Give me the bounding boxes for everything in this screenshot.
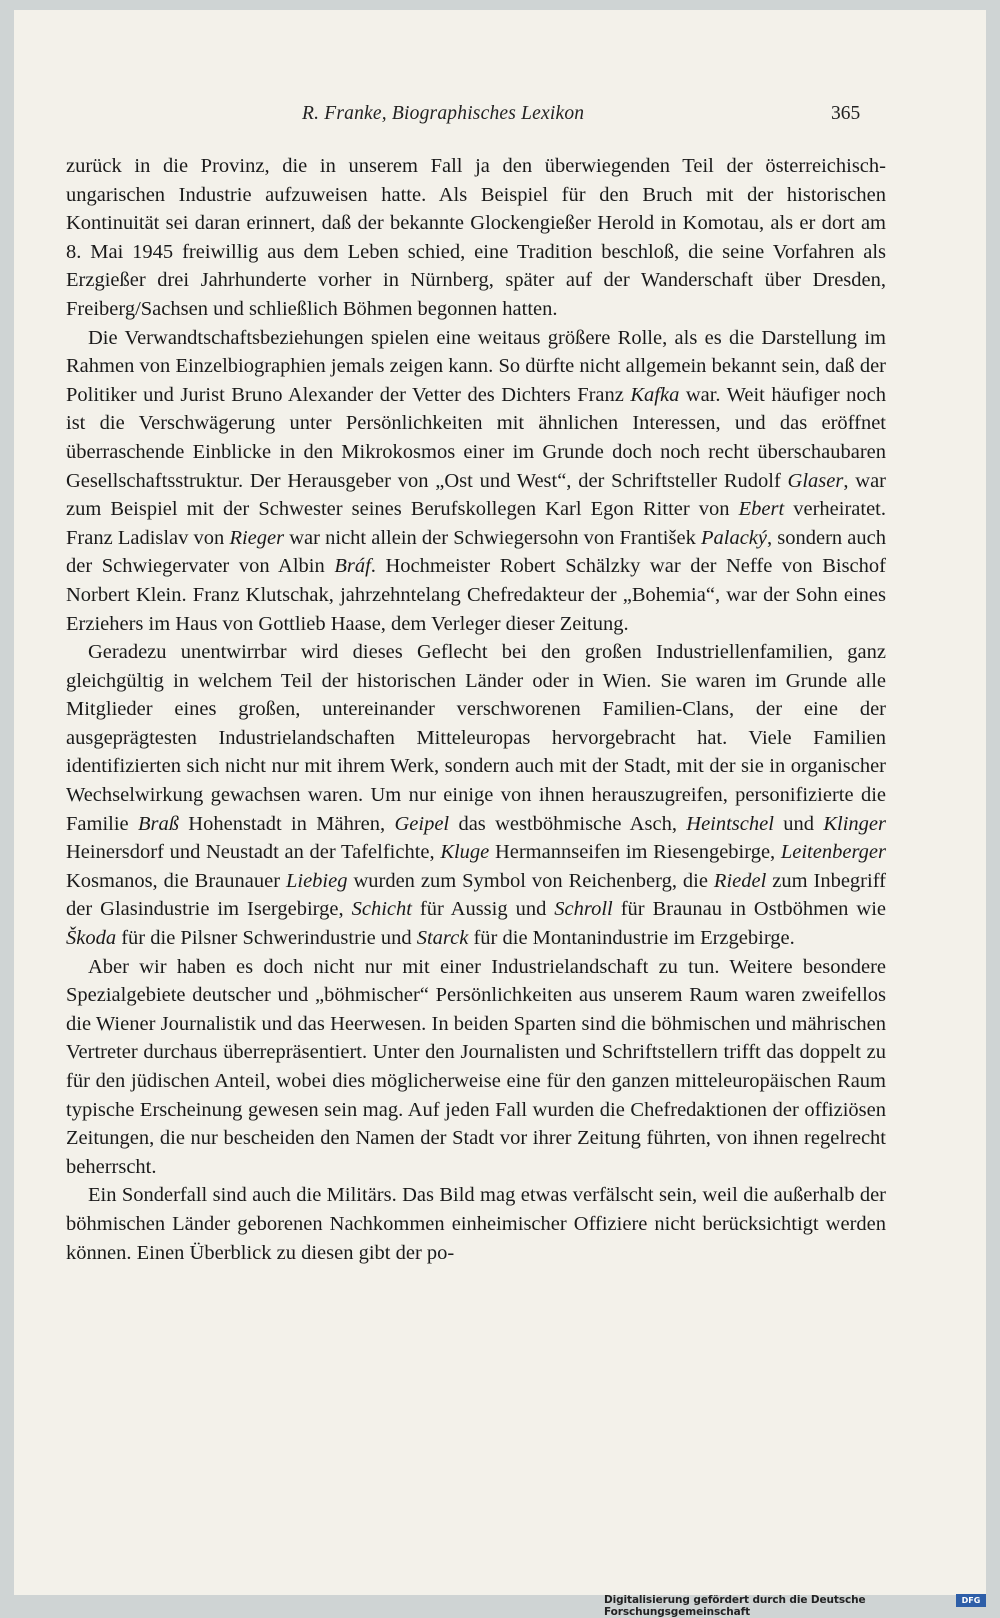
text-run: Ein Sonderfall sind auch die Militärs. Das Bild mag etwas verfälscht sein, weil die außerhalb der böhmischen Länder geborenen Nachkommen einheimischer Offiziere nicht berücksichtigt werden können. Einen Überblick zu diesen gibt der po- [66,1184,886,1264]
paragraph [66,1181,886,1267]
italic-name: Heintschel [686,812,774,835]
text-run: Die Verwandtschaftsbeziehungen spielen eine weitaus größere Rolle, als es die Darstellung im Rahmen von Einzelbiographien jemals zeigen kann. So dürfte nicht allgemein bekannt sein, daß der Politiker und Jurist Bruno Alexander der Vetter des Dichters Franz [66,326,886,406]
text-run: . Hochmeister Robert Schälzky war der Neffe von Bischof Norbert Klein. Franz Klutschak, jahrzehntelang Chefredakteur der „Bohemia“, war der Sohn eines Erziehers im Haus von Gottlieb Haase, dem Verleger dieser Zeitung. [66,555,886,635]
italic-name: Riedel [713,869,767,892]
italic-name: Kluge [440,841,490,864]
text-run: wurden zum Symbol von Reichenberg, die [347,869,714,892]
text-run: für Aussig und [411,898,555,921]
italic-name: Kafka [630,383,680,406]
text-run: Geradezu unentwirrbar wird dieses Geflecht bei den großen Industriellenfamilien, ganz gleichgültig in welchem Teil der historischen Länder oder in Wien. Sie waren im Grunde alle Mitglieder eines großen, untereinander verschworenen Familien-Clans, der eine der ausgeprägtesten Industrielandschaften Mitteleuropas hervorgebracht hat. Viele Familien identifizierten sich nicht nur mit ihrem Werk, sondern auch mit der Stadt, mit der sie in organischer Wechselwirkung gewachsen waren. Um nur einige von ihnen herauszugreifen, personifizierte die Familie [66,641,886,835]
page-header [14,103,986,143]
text-run: Kosmanos, die Braunauer [66,869,286,892]
italic-name: Braß [137,812,179,835]
italic-name: Starck [416,927,469,950]
text-run: für die Pilsner Schwerindustrie und [116,927,417,950]
text-run: für Braunau in Ostböhmen wie [612,898,886,921]
text-run: war. Weit häufiger noch ist die Verschwägerung unter Persönlichkeiten mit ähnlichen Interessen, und das eröffnet überraschende Einblicke in den Mikrokosmos einer im Grunde doch noch recht überschaubaren Gesellschaftsstruktur. Der Herausgeber von „Ost und West“, der Schriftsteller Rudolf [66,383,886,492]
italic-name: Klinger [823,812,886,835]
italic-name: Geipel [394,812,450,835]
digitization-credit: Digitalisierung gefördert durch die Deutsche Forschungsgemeinschaft [604,1594,866,1618]
body-text [66,152,886,1267]
paragraph [66,152,886,324]
text-run: für die Montanindustrie im Erzgebirge. [468,927,795,950]
paragraph [66,638,886,953]
page-number: 365 [831,103,861,124]
italic-name: Glaser [787,469,844,492]
italic-name: Schroll [554,898,613,921]
text-run: verheiratet. Franz Ladislav von [66,498,886,549]
document-page [14,10,986,1595]
text-run: Hermannseifen im Riesengebirge, [489,841,781,864]
paragraph [66,953,886,1182]
italic-name: Liebieg [285,869,348,892]
italic-name: Schicht [351,898,412,921]
italic-name: Palacký [700,526,767,549]
text-run: zum Inbegriff der Glasindustrie im Isergebirge, [66,869,886,921]
text-run: , war zum Beispiel mit der Schwester seines Berufskollegen Karl Egon Ritter von [66,469,886,521]
italic-name: Bráf [334,555,371,578]
italic-name: Ebert [738,498,785,521]
text-run: zurück in die Provinz, die in unserem Fall ja den überwiegenden Teil der österreichisch-ungarischen Industrie aufzuweisen hatte. Als Beispiel für den Bruch mit der historischen Kontinuität sei daran erinnert, daß der bekannte Glockengießer Herold in Komotau, als er dort am 8. Mai 1945 freiwillig aus dem Leben schied, eine Tradition beschloß, die seine Vorfahren als Erzgießer drei Jahrhunderte vorher in Nürnberg, später auf der Wanderschaft über Dresden, Freiberg/Sachsen und schließlich Böhmen begonnen hatten. [66,155,886,320]
text-run: , sondern auch der Schwiegervater von Albin [66,526,887,578]
text-run: und [773,812,824,835]
italic-name: Rieger [229,526,285,549]
text-run: Heinersdorf und Neustadt an der Tafelfichte, [66,841,441,864]
italic-name: Leitenberger [780,841,886,864]
italic-name: Škoda [66,927,117,950]
text-run: Aber wir haben es doch nicht nur mit einer Industrielandschaft zu tun. Weitere besondere Spezialgebiete deutscher und „böhmischer“ Persönlichkeiten aus unserem Raum waren zweifellos die Wiener Journalistik und das Heerwesen. In beiden Sparten sind die böhmischen und mährischen Vertreter durchaus überrepräsentiert. Unter den Journalisten und Schriftstellern trifft das doppelt zu für den jüdischen Anteil, wobei dies möglicherweise eine für den ganzen mitteleuropäischen Raum typische Erscheinung gewesen sein mag. Auf jeden Fall wurden die Chefredaktionen der offiziösen Zeitungen, die nur bescheiden den Namen der Stadt vor ihrer Zeitung führten, von ihnen regelrecht beherrscht. [66,955,886,1178]
text-run: war nicht allein der Schwiegersohn von František [284,526,701,549]
dfg-logo: DFG [956,1594,986,1607]
text-run: Hohenstadt in Mähren, [178,812,395,835]
running-title: R. Franke, Biographisches Lexikon [302,103,585,124]
text-run: das westböhmische Asch, [449,812,687,835]
paragraph [66,324,886,639]
